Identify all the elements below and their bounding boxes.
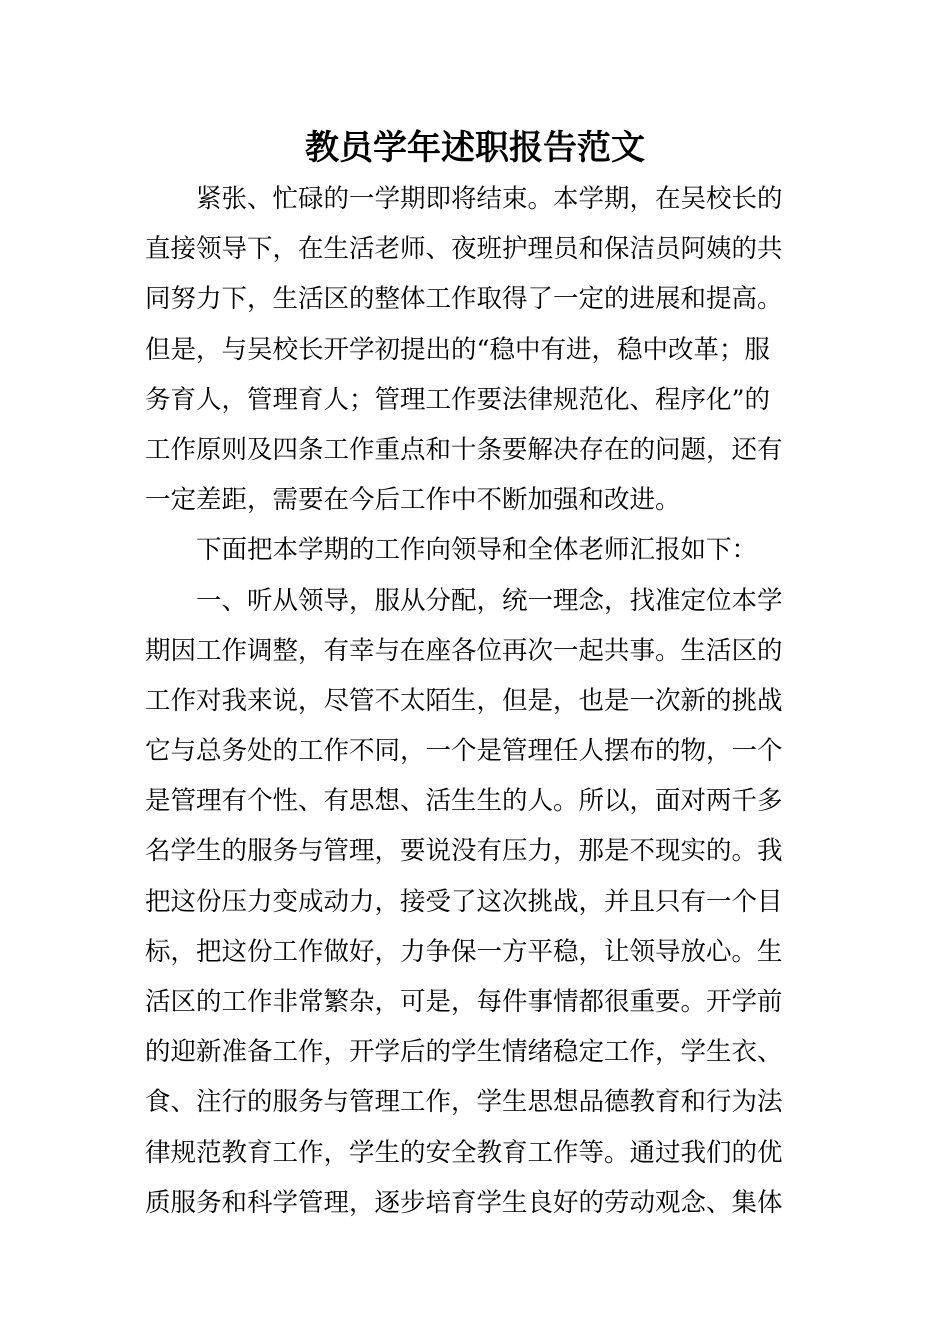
text-line: 名学生的服务与管理，要说没有压力，那是不现实的。我 <box>145 836 783 867</box>
text-line: 务育人，管理育人；管理工作要法律规范化、程序化”的 <box>145 384 771 415</box>
text-line: 质服务和科学管理，逐步培育学生良好的劳动观念、集体 <box>145 1187 783 1218</box>
text-line: 直接领导下，在生活老师、夜班护理员和保洁员阿姨的共 <box>145 234 783 265</box>
text-line: 下面把本学期的工作向领导和全体老师汇报如下： <box>145 535 758 566</box>
document-body <box>145 174 815 1228</box>
text-line: 同努力下，生活区的整体工作取得了一定的进展和提高。 <box>145 284 783 315</box>
text-line: 律规范教育工作，学生的安全教育工作等。通过我们的优 <box>145 1137 783 1168</box>
text-line: 活区的工作非常繁杂，可是，每件事情都很重要。开学前 <box>145 987 783 1017</box>
document-title: 教员学年述职报告范文 <box>305 128 645 168</box>
text-line: 一定差距，需要在今后工作中不断加强和改进。 <box>145 485 681 516</box>
text-line: 把这份压力变成动力，接受了这次挑战，并且只有一个目 <box>145 886 783 917</box>
text-line: 期因工作调整，有幸与在座各位再次一起共事。生活区的 <box>145 635 783 666</box>
text-line: 标，把这份工作做好，力争保一方平稳，让领导放心。生 <box>145 936 783 967</box>
text-line: 工作原则及四条工作重点和十条要解决存在的问题，还有 <box>145 434 783 465</box>
text-line: 它与总务处的工作不同，一个是管理任人摆布的物，一个 <box>145 736 783 767</box>
text-line: 的迎新准备工作，开学后的学生情绪稳定工作，学生衣、 <box>145 1037 783 1068</box>
text-line: 工作对我来说，尽管不太陌生，但是，也是一次新的挑战 <box>145 685 783 716</box>
text-line: 但是，与吴校长开学初提出的“稳中有进，稳中改革；服 <box>145 334 771 365</box>
text-line: 食、注行的服务与管理工作，学生思想品德教育和行为法 <box>145 1087 783 1118</box>
text-line: 是管理有个性、有思想、活生生的人。所以，面对两千多 <box>145 786 783 817</box>
text-line: 紧张、忙碌的一学期即将结束。本学期，在吴校长的 <box>145 184 783 214</box>
text-line: 一、听从领导，服从分配，统一理念，找准定位本学 <box>145 585 783 616</box>
